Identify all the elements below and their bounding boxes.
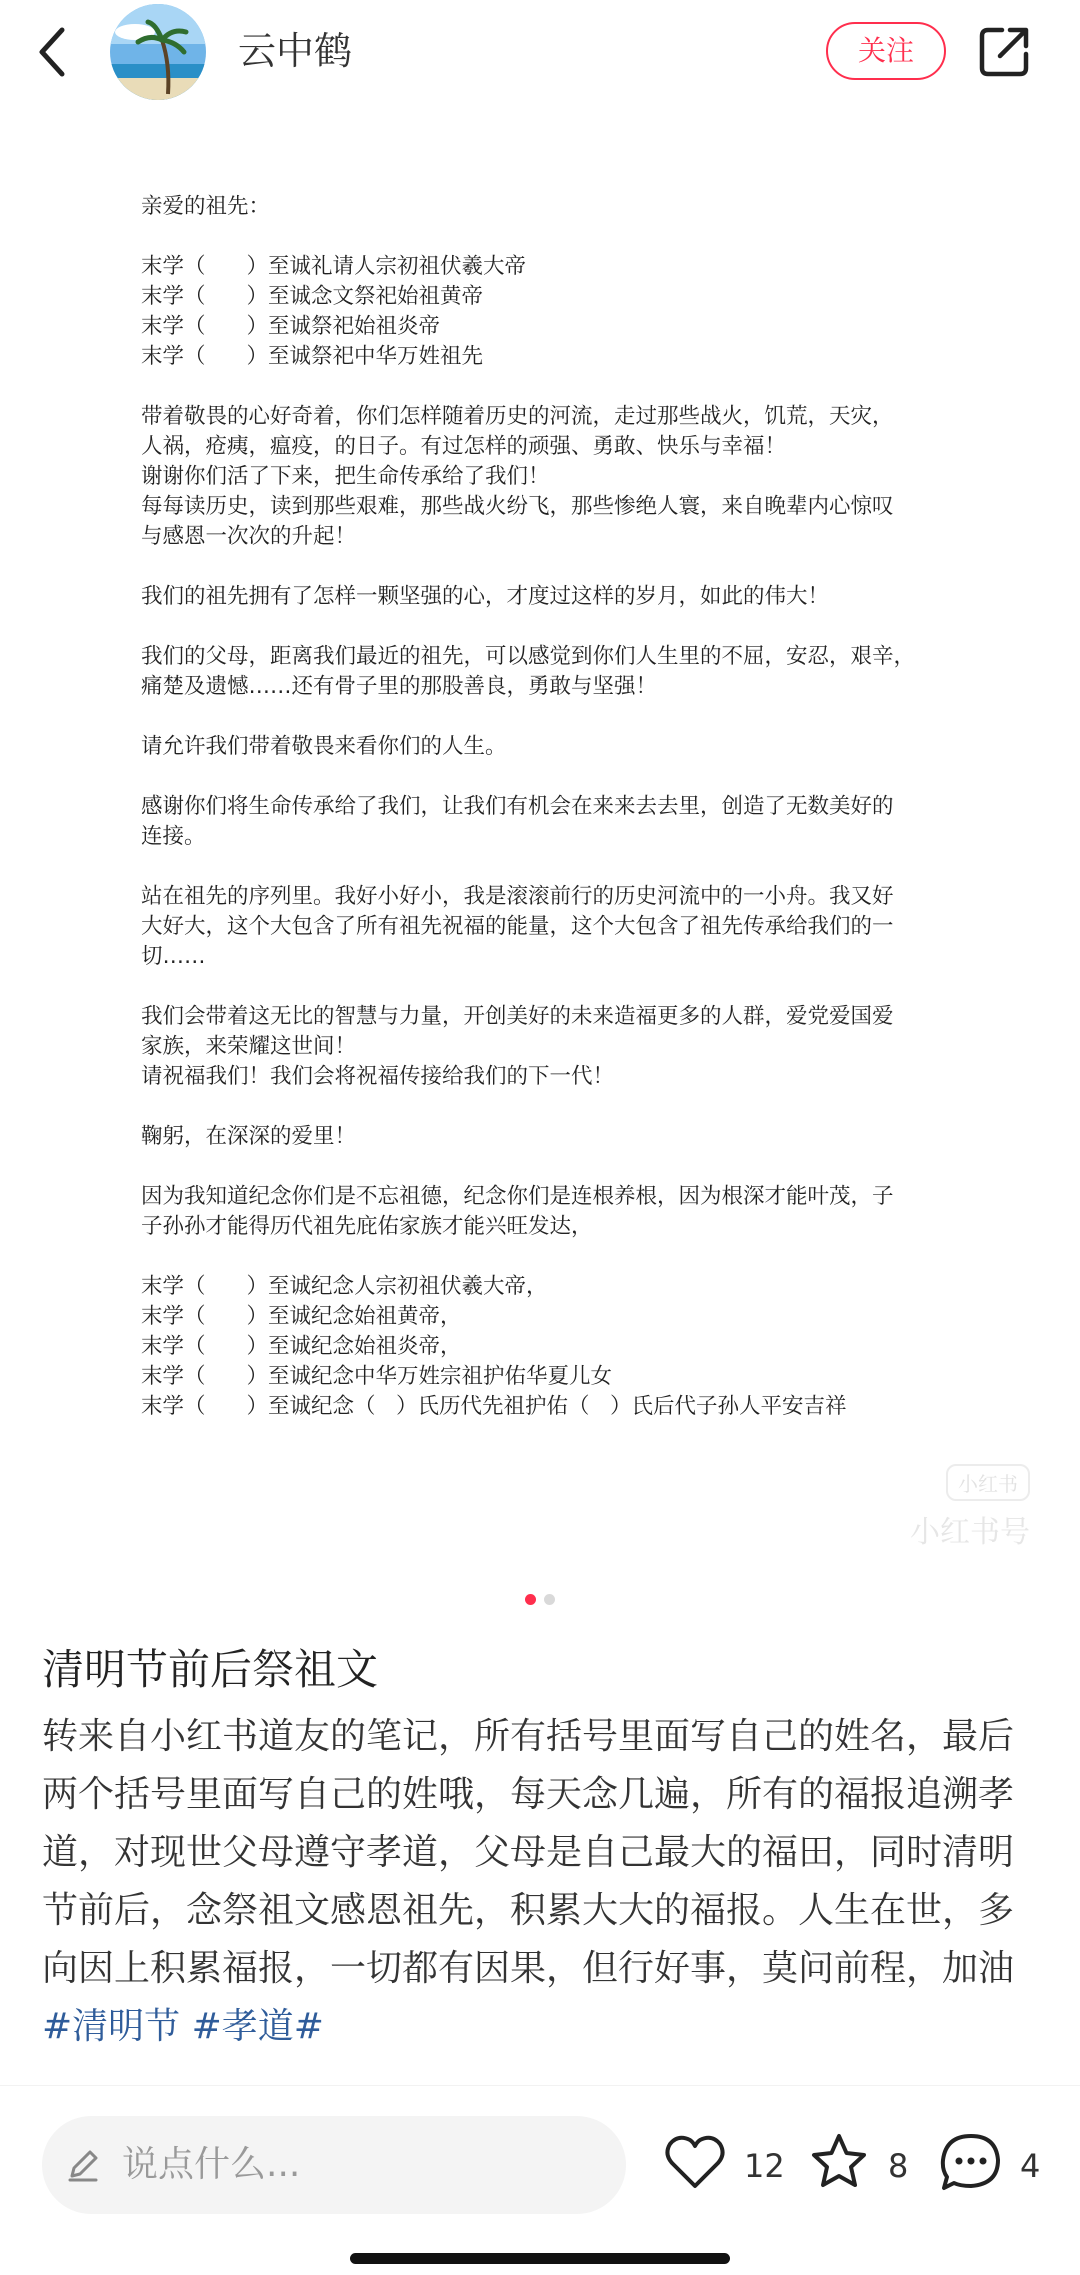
watermark xyxy=(910,1464,1030,1551)
comment-placeholder: 说点什么... xyxy=(122,2144,301,2185)
letter-line: 末学（ ）至诚纪念人宗初祖伏羲大帝， xyxy=(141,1274,548,1299)
post-body: 转来自小红书道友的笔记，所有括号里面写自己的姓名，最后两个括号里面写自己的姓哦，每天念几遍，所有的福报追溯孝道，对现世父母遵守孝道，父母是自己最大的福田，同时清明节前后，念祭祖文感恩祖先，积累大大的福报。人生在世，多向因上积累福报，一切都有因果，但行好事，莫问前程，加油 xyxy=(42,1716,1015,1989)
letter-line: 末学（ ）至诚纪念中华万姓宗祖护佑华夏儿女 xyxy=(141,1364,613,1389)
author-name[interactable]: 云中鹤 xyxy=(238,29,353,73)
bottom-action-bar xyxy=(0,2085,1080,2275)
letter-line: 与感恩一次次的升起！ xyxy=(141,524,357,549)
carousel-indicator xyxy=(0,1590,1080,1604)
letter-line: 末学（ ）至诚念文祭祀始祖黄帝 xyxy=(141,284,484,309)
watermark-id: 小红书号 xyxy=(910,1515,1030,1550)
letter-line: 末学（ ）至诚祭祀始祖炎帝 xyxy=(141,314,441,339)
letter-line: 每每读历史，读到那些艰难，那些战火纷飞，那些惨绝人寰，来自晚辈内心惊叹 xyxy=(141,494,894,519)
letter-line: 切…… xyxy=(141,944,206,969)
post-description xyxy=(42,1708,1042,2080)
like-count: 12 xyxy=(744,2147,785,2185)
letter-line: 谢谢你们活了下来，把生命传承给了我们！ xyxy=(141,464,550,489)
comment-count: 4 xyxy=(1020,2147,1041,2185)
letter-line: 痛楚及遗憾……还有骨子里的那股善良，勇敢与坚强！ xyxy=(141,674,658,699)
heart-icon xyxy=(662,2130,728,2196)
top-bar xyxy=(0,0,1080,124)
follow-button[interactable]: 关注 xyxy=(826,22,946,80)
letter-line: 鞠躬，在深深的爱里！ xyxy=(141,1124,357,1149)
collect-button[interactable] xyxy=(806,2130,916,2200)
comment-bubble-icon xyxy=(938,2130,1004,2196)
comment-button[interactable] xyxy=(938,2130,1048,2200)
letter-line: 末学（ ）至诚纪念始祖炎帝， xyxy=(141,1334,462,1359)
letter-line: 感谢你们将生命传承给了我们，让我们有机会在来来去去里，创造了无数美好的 xyxy=(141,794,894,819)
avatar[interactable] xyxy=(110,4,206,100)
letter-text xyxy=(141,192,961,1422)
letter-line: 末学（ ）至诚纪念（ ）氏历代先祖护佑（ ）氏后代子孙人平安吉祥 xyxy=(141,1394,847,1419)
collect-count: 8 xyxy=(888,2147,909,2185)
letter-line: 我们的祖先拥有了怎样一颗坚强的心，才度过这样的岁月，如此的伟大！ xyxy=(141,584,830,609)
letter-line: 子孙孙才能得历代祖先庇佑家族才能兴旺发达， xyxy=(141,1214,593,1239)
letter-line: 请祝福我们！我们会将祝福传接给我们的下一代！ xyxy=(141,1064,615,1089)
letter-line: 末学（ ）至诚纪念始祖黄帝， xyxy=(141,1304,462,1329)
watermark-logo: 小红书 xyxy=(946,1464,1030,1501)
home-indicator[interactable] xyxy=(350,2253,730,2264)
letter-line: 人祸，疮痍，瘟疫，的日子。有过怎样的顽强、勇敢、快乐与幸福！ xyxy=(141,434,787,459)
letter-line: 请允许我们带着敬畏来看你们的人生。 xyxy=(141,734,507,759)
star-icon xyxy=(806,2130,872,2196)
letter-line: 末学（ ）至诚礼请人宗初祖伏羲大帝 xyxy=(141,254,527,279)
like-button[interactable] xyxy=(662,2130,785,2200)
comment-input[interactable] xyxy=(42,2116,626,2214)
letter-line: 连接。 xyxy=(141,824,206,849)
letter-line: 大好大，这个大包含了所有祖先祝福的能量，这个大包含了祖先传承给我们的一 xyxy=(141,914,894,939)
post-title: 清明节前后祭祖文 xyxy=(42,1645,379,1694)
letter-line: 带着敬畏的心好奇着，你们怎样随着历史的河流，走过那些战火，饥荒，天灾， xyxy=(141,404,894,429)
letter-line: 我们的父母，距离我们最近的祖先，可以感觉到你们人生里的不屈，安忍，艰辛， xyxy=(141,644,916,669)
hashtag-xiaodao[interactable]: #孝道# xyxy=(191,2006,324,2047)
letter-line: 家族，来荣耀这世间！ xyxy=(141,1034,357,1059)
pencil-icon xyxy=(64,2146,102,2184)
share-icon[interactable] xyxy=(976,22,1034,80)
letter-line: 末学（ ）至诚祭祀中华万姓祖先 xyxy=(141,344,484,369)
letter-greeting: 亲爱的祖先： xyxy=(141,194,271,219)
back-arrow-icon[interactable] xyxy=(30,24,80,80)
hashtag-qingming[interactable]: #清明节 xyxy=(42,2006,181,2047)
carousel-dot[interactable] xyxy=(544,1594,555,1605)
letter-line: 站在祖先的序列里。我好小好小，我是滚滚前行的历史河流中的一小舟。我又好 xyxy=(141,884,894,909)
letter-line: 因为我知道纪念你们是不忘祖德，纪念你们是连根养根，因为根深才能叶茂，子 xyxy=(141,1184,894,1209)
carousel-dot-active[interactable] xyxy=(525,1594,536,1605)
letter-line: 我们会带着这无比的智慧与力量，开创美好的未来造福更多的人群，爱党爱国爱 xyxy=(141,1004,894,1029)
note-image[interactable] xyxy=(0,124,1080,1559)
